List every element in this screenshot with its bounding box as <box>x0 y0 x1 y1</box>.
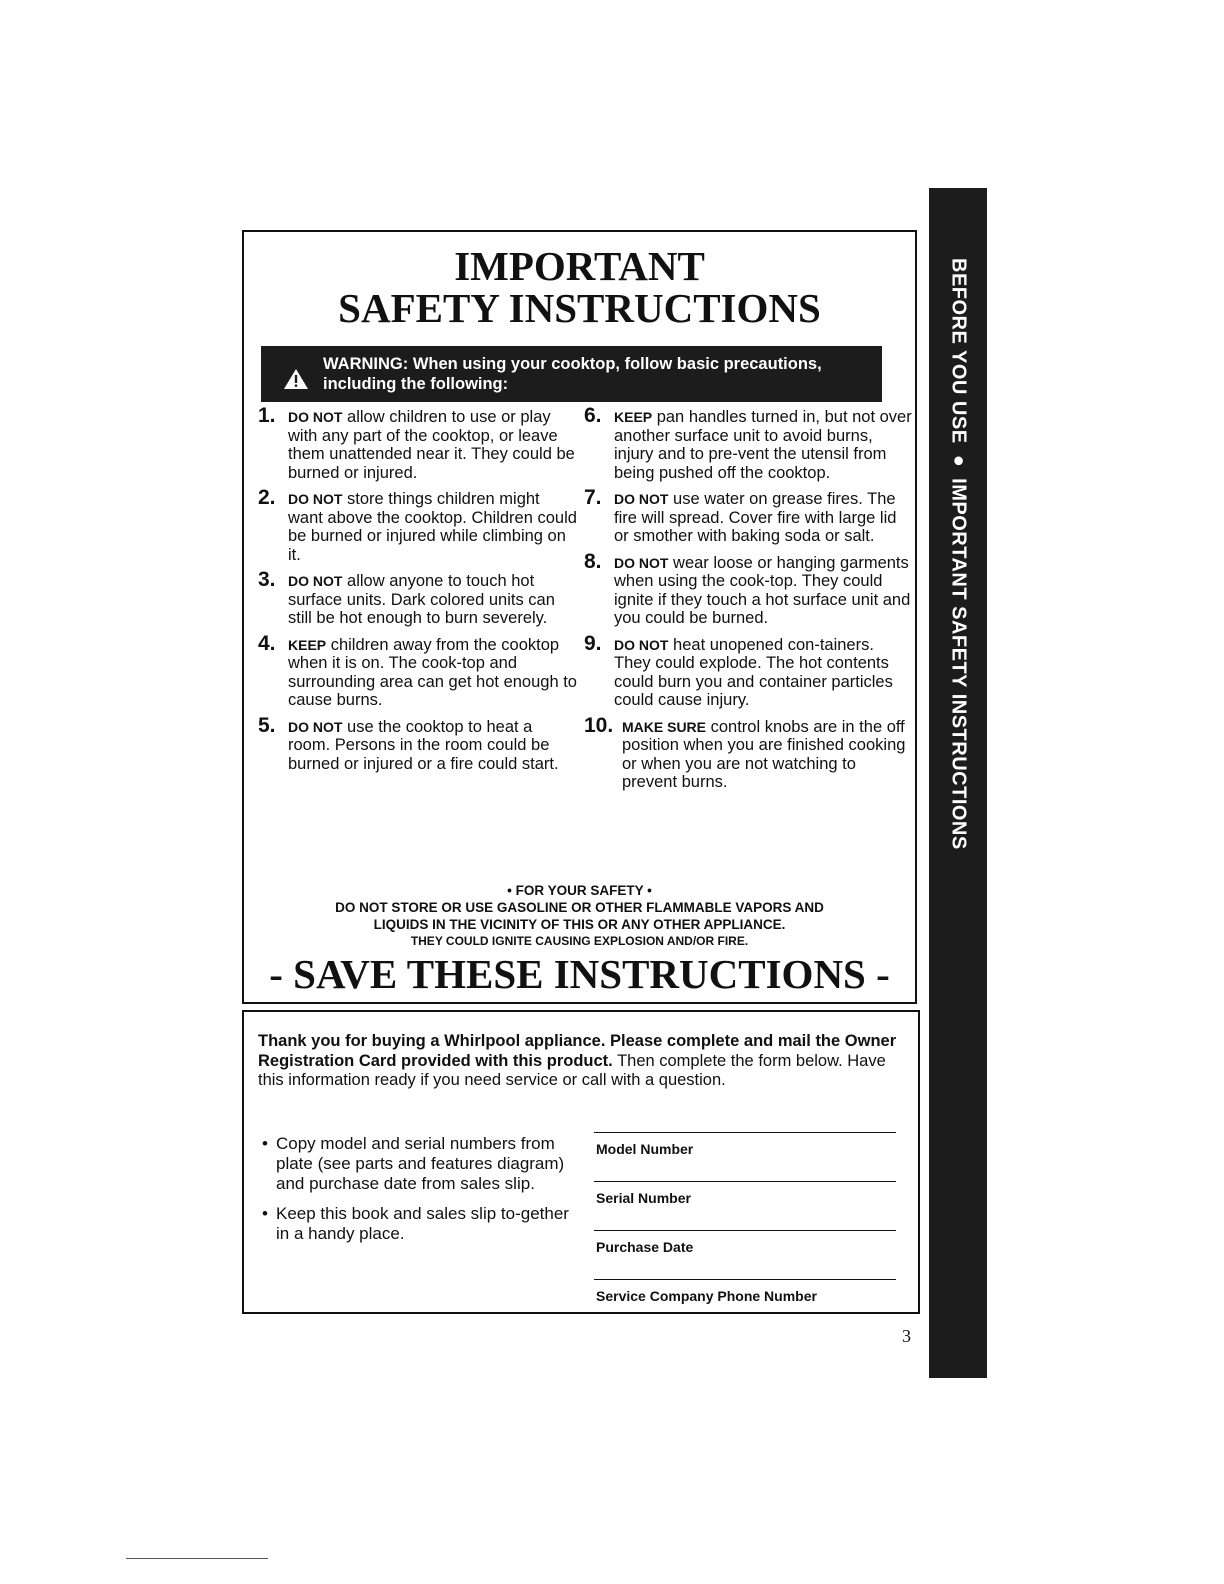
item-keyword: DO NOT <box>288 491 343 507</box>
item-number: 4. <box>258 631 276 655</box>
warning-text <box>323 354 822 394</box>
warning-line-2: including the following: <box>323 375 509 393</box>
page-number: 3 <box>902 1326 911 1346</box>
registration-intro-rest: Then complete the form below. Have this information ready if you need service or call with a question. <box>258 1051 886 1089</box>
item-keyword: DO NOT <box>288 573 343 589</box>
item-number: 3. <box>258 568 276 591</box>
bullet-text: Copy model and serial numbers from plate (see parts and features diagram) and purchase date from sales slip. <box>276 1134 565 1193</box>
warning-banner <box>261 346 882 402</box>
item-text: heat unopened con-tainers. They could explode. The hot contents could burn you and container particles could cause injury. <box>614 635 893 709</box>
side-tab-text: BEFORE YOU USE ● IMPORTANT SAFETY INSTRUCTIONS <box>947 258 970 850</box>
item-keyword: DO NOT <box>614 554 669 571</box>
title-important: IMPORTANT <box>454 243 705 289</box>
item-keyword: DO NOT <box>288 718 343 735</box>
bullet-icon: • <box>262 1204 268 1223</box>
instruction-item <box>584 631 914 710</box>
item-number: 10. <box>584 713 614 737</box>
registration-intro-bold: Thank you for buying a Whirlpool appliance. Please complete and mail the Owner Registration Card provided with this product. <box>258 1032 897 1070</box>
service-phone-field[interactable] <box>594 1279 896 1328</box>
instruction-item <box>258 631 578 710</box>
instruction-item <box>584 713 914 792</box>
safety-notice-heading: • FOR YOUR SAFETY • <box>507 883 652 898</box>
item-number: 6. <box>584 404 602 427</box>
item-number: 2. <box>258 486 276 509</box>
item-text: children away from the cooktop when it is on. The cook-top and surrounding area can get hot enough to cause burns. <box>288 635 577 709</box>
instruction-item <box>258 404 578 482</box>
field-label: Serial Number <box>596 1190 691 1206</box>
item-keyword: DO NOT <box>614 636 669 653</box>
instruction-item <box>584 549 914 628</box>
list-item <box>262 1134 576 1194</box>
item-text: allow anyone to touch hot surface units. Dark colored units can still be hot enough to burn severely. <box>288 572 555 627</box>
safety-notice-line: THEY COULD IGNITE CAUSING EXPLOSION AND/OR FIRE. <box>410 934 749 948</box>
item-keyword: KEEP <box>288 636 327 653</box>
warning-line-1: WARNING: When using your cooktop, follow basic precautions, <box>323 355 822 373</box>
item-number: 5. <box>258 713 276 737</box>
item-number: 1. <box>258 404 276 427</box>
serial-number-field[interactable] <box>594 1181 896 1230</box>
warning-triangle-icon <box>283 368 309 390</box>
field-label: Service Company Phone Number <box>596 1288 817 1304</box>
title-safety-instructions: SAFETY INSTRUCTIONS <box>338 285 821 331</box>
registration-fields <box>594 1132 896 1328</box>
instruction-item <box>584 486 914 546</box>
list-item <box>262 1204 576 1244</box>
item-keyword: KEEP <box>614 409 653 425</box>
purchase-date-field[interactable] <box>594 1230 896 1279</box>
item-number: 8. <box>584 549 602 573</box>
footnote-rule <box>126 1558 268 1559</box>
item-text: pan handles turned in, but not over another surface unit to avoid burns, injury and to pre-vent the utensil from being pushed off the cooktop. <box>614 408 912 482</box>
instructions-left-column <box>258 404 578 781</box>
instruction-item <box>258 713 578 774</box>
instruction-item <box>584 404 914 482</box>
item-text: store things children might want above the cooktop. Children could be burned or injured while climbing on it. <box>288 490 577 564</box>
save-instructions-title: - SAVE THESE INSTRUCTIONS - <box>269 951 890 997</box>
registration-bullets <box>262 1134 576 1254</box>
field-label: Purchase Date <box>596 1239 694 1255</box>
instruction-item <box>258 568 578 628</box>
registration-box <box>242 1010 920 1314</box>
item-keyword: DO NOT <box>614 491 669 507</box>
item-keyword: DO NOT <box>288 409 343 425</box>
item-number: 9. <box>584 631 602 655</box>
safety-notice-line: LIQUIDS IN THE VICINITY OF THIS OR ANY OTHER APPLIANCE. <box>373 917 786 932</box>
instruction-item <box>258 486 578 564</box>
item-text: use water on grease fires. The fire will spread. Cover fire with large lid or smother with baking soda or salt. <box>614 490 897 545</box>
model-number-field[interactable] <box>594 1132 896 1181</box>
item-text: use the cooktop to heat a room. Persons in the room could be burned or injured or a fire could start. <box>288 717 559 773</box>
item-text: control knobs are in the off position when you are finished cooking or when you are not watching to prevent burns. <box>622 717 906 791</box>
instructions-right-column <box>584 404 914 800</box>
registration-intro <box>258 1032 904 1091</box>
bullet-text: Keep this book and sales slip to-gether in a handy place. <box>276 1204 569 1243</box>
item-text: allow children to use or play with any part of the cooktop, or leave them unattended near it. They could be burned or injured. <box>288 408 575 482</box>
item-text: wear loose or hanging garments when using the cook-top. They could ignite if they touch a hot surface unit and you could be burned. <box>614 553 911 627</box>
item-keyword: MAKE SURE <box>622 718 707 735</box>
item-number: 7. <box>584 486 602 509</box>
safety-notice-line: DO NOT STORE OR USE GASOLINE OR OTHER FLAMMABLE VAPORS AND <box>335 900 824 915</box>
bullet-icon: • <box>262 1134 268 1153</box>
field-label: Model Number <box>596 1141 694 1157</box>
safety-instructions-box <box>242 230 917 1004</box>
